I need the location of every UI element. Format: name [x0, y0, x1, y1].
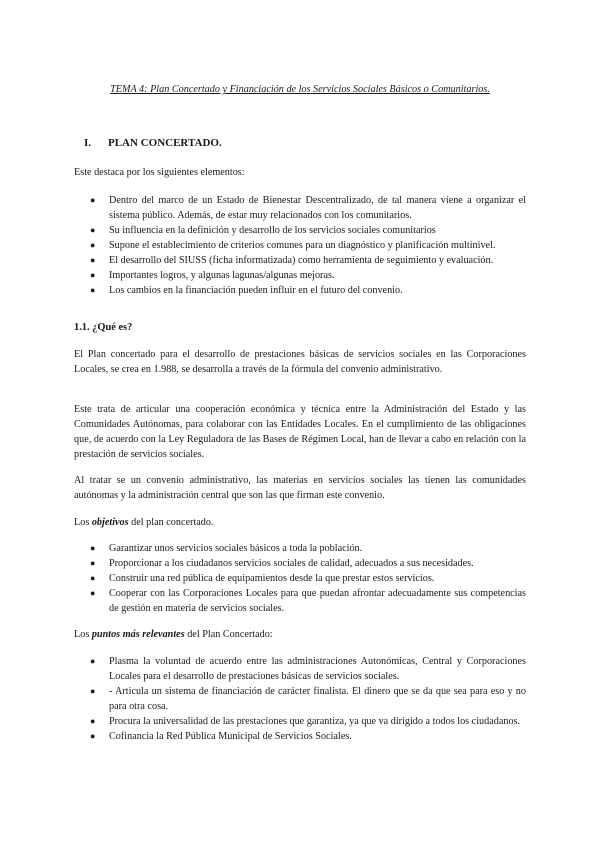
bullet-icon: ● — [90, 543, 96, 553]
section-number: I. — [84, 137, 92, 149]
list-item — [74, 654, 526, 684]
objectives-intro — [74, 515, 526, 530]
intro-text: Este destaca por los siguientes elementos: — [74, 167, 245, 178]
list-item-text: Proporcionar a los ciudadanos servicios sociales de calidad, adecuados a sus necesidades. — [109, 558, 474, 569]
list-item — [74, 223, 526, 238]
list-item-text: Dentro del marco de un Estado de Bienestar Descentralizado, de tal manera viene a organizar el sistema público. Además, de estar muy relacionados con los comunitarios. — [109, 195, 526, 221]
bullet-icon: ● — [90, 285, 96, 295]
objectives-keyword: objetivos — [91, 517, 129, 528]
bullet-icon: ● — [90, 573, 96, 583]
bullet-icon: ● — [90, 255, 96, 265]
bullet-icon: ● — [90, 558, 96, 568]
list-item — [74, 684, 526, 714]
bullet-icon: ● — [90, 731, 96, 741]
section-title: PLAN CONCERTADO. — [108, 137, 222, 149]
bullet-icon: ● — [90, 656, 96, 666]
list-item — [74, 268, 526, 283]
relevant-keyword: puntos más relevantes — [91, 629, 185, 640]
list-item — [74, 729, 526, 744]
list-item-text: Plasma la voluntad de acuerdo entre las administraciones Autonómicas, Central y Corporaciones Locales para el desarrollo de prestaciones básicas de servicios sociales. — [109, 656, 526, 682]
elements-list — [74, 193, 526, 298]
objectives-suffix: del plan concertado. — [128, 517, 214, 528]
objectives-prefix: Los — [74, 517, 92, 528]
bullet-icon: ● — [90, 716, 96, 726]
list-item-text: Su influencia en la definición y desarrollo de los servicios sociales comunitarios — [109, 225, 436, 236]
list-item — [74, 283, 526, 298]
list-item-text: - Articula un sistema de financiación de carácter finalista. El dinero que se da que sea para eso y no para otra cosa. — [109, 686, 526, 712]
relevant-suffix: del Plan Concertado: — [184, 629, 273, 640]
subsection-heading: 1.1. ¿Qué es? — [74, 322, 133, 333]
objectives-list — [74, 541, 526, 616]
list-item-text: El desarrollo del SIUSS (ficha informatizada) como herramienta de seguimiento y evaluación. — [109, 255, 494, 266]
list-item — [74, 253, 526, 268]
list-item — [74, 238, 526, 253]
list-item — [74, 586, 526, 616]
paragraph: Al tratar se un convenio administrativo, las materias en servicios sociales las tienen las comunidades autónomas y la administración central que son las que firman este convenio. — [74, 475, 526, 501]
list-item — [74, 571, 526, 586]
list-item-text: Garantizar unos servicios sociales básicos a toda la población. — [109, 543, 363, 554]
relevant-list — [74, 654, 526, 744]
list-item-text: Cooperar con las Corporaciones Locales para que puedan afrontar adecuadamente sus competencias de gestión en materia de servicios sociales. — [109, 588, 526, 614]
list-item — [74, 541, 526, 556]
bullet-icon: ● — [90, 195, 96, 205]
paragraph: El Plan concertado para el desarrollo de prestaciones básicas de servicios sociales en las Corporaciones Locales, se crea en 1.988, se desarrolla a través de la fórmula del convenio administrativo. — [74, 349, 526, 375]
list-item-text: Cofinancia la Red Pública Municipal de Servicios Sociales. — [109, 731, 352, 742]
list-item-text: Construir una red pública de equipamientos desde la que prestar estos servicios. — [109, 573, 435, 584]
bullet-icon: ● — [90, 270, 96, 280]
relevant-intro — [74, 627, 526, 642]
document-title: TEMA 4: Plan Concertado y Financiación de los Servicios Sociales Básicos o Comunitarios. — [110, 84, 490, 95]
section-heading — [84, 136, 222, 151]
bullet-icon: ● — [90, 225, 96, 235]
list-item-text: Procura la universalidad de las prestaciones que garantiza, ya que va dirigido a todos los ciudadanos. — [109, 716, 521, 727]
list-item — [74, 193, 526, 223]
paragraph: Este trata de articular una cooperación económica y técnica entre la Administración del Estado y las Comunidades Autónomas, para colaborar con las Entidades Locales. En el cumplimiento de las obligaciones que, de acuerdo con la Ley Reguladora de las Bases de Régimen Local, han de llevar a cabo en relación con la prestación de servicios sociales. — [74, 404, 526, 460]
list-item-text: Importantes logros, y algunas lagunas/algunas mejoras. — [109, 270, 335, 281]
list-item-text: Supone el establecimiento de criterios comunes para un diagnóstico y planificación multinivel. — [109, 240, 496, 251]
bullet-icon: ● — [90, 240, 96, 250]
list-item-text: Los cambios en la financiación pueden influir en el futuro del convenio. — [109, 285, 403, 296]
bullet-icon: ● — [90, 686, 96, 696]
relevant-prefix: Los — [74, 629, 92, 640]
list-item — [74, 714, 526, 729]
bullet-icon: ● — [90, 588, 96, 598]
list-item — [74, 556, 526, 571]
